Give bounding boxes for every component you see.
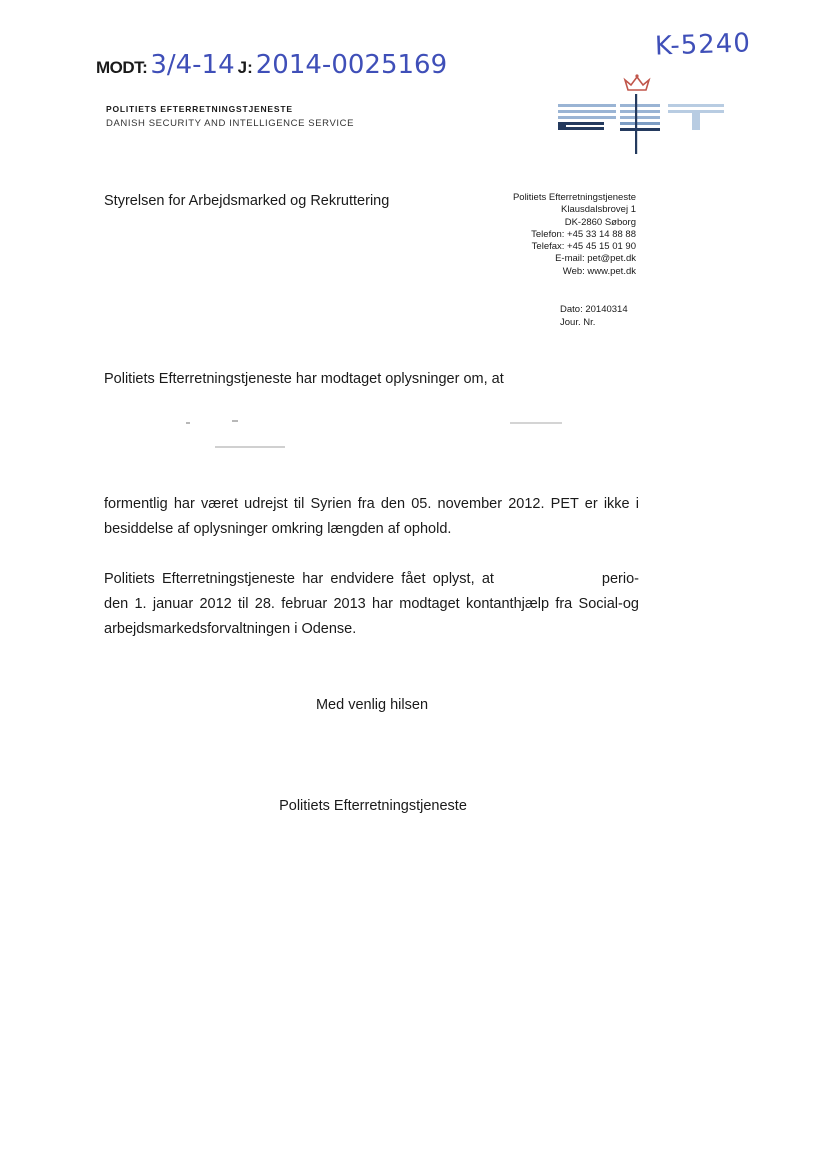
- logo-divider: [635, 94, 637, 154]
- redacted-name-line-1: [186, 422, 190, 424]
- letter-meta: [560, 304, 670, 329]
- letter-date: Dato: 20140314: [560, 304, 628, 315]
- closing-greeting: Med venlig hilsen: [315, 697, 429, 713]
- benefit-text-start: Politiets Efterretningstjeneste har endvidere fået oplyst, at: [104, 571, 494, 587]
- stamp-journal-number: 2014-0025169: [255, 50, 448, 80]
- logo-letter-t: [668, 104, 724, 130]
- sender-phone: Telefon: +45 33 14 88 88: [531, 228, 636, 240]
- benefit-text-end: perio-den 1. januar 2012 til 28. februar 2013 har modtaget kontanthjælp fra Social-og arbejdsmarkedsforvaltningen i Odense.: [104, 571, 639, 637]
- agency-name-danish: POLITIETS EFTERRETNINGSTJENESTE: [106, 104, 293, 114]
- logo-letter-e: [620, 104, 660, 131]
- paragraph-travel: formentlig har været udrejst til Syrien fra den 05. november 2012. PET er ikke i besiddelse af oplysninger omkring længden af ophold.: [104, 496, 639, 537]
- received-stamp: [96, 50, 447, 80]
- stamp-journal-label: J:: [237, 58, 253, 77]
- handwritten-reference: K-5240: [654, 28, 752, 62]
- sender-address-block: [470, 192, 636, 278]
- stamp-modt-label: MODT:: [96, 58, 148, 77]
- logo-letter-p: [558, 104, 616, 130]
- sender-email: E-mail: pet@pet.dk: [555, 253, 636, 265]
- stamp-received-date: 3/4-14: [150, 50, 235, 80]
- sender-city: DK-2860 Søborg: [564, 216, 636, 228]
- sender-fax: Telefax: +45 45 15 01 90: [531, 241, 636, 253]
- letter-journal-number: Jour. Nr.: [560, 316, 596, 328]
- sender-name: Politiets Efterretningstjeneste: [512, 192, 636, 203]
- signature: Politiets Efterretningstjeneste: [279, 798, 467, 814]
- paragraph-intro: Politiets Efterretningstjeneste har modtaget oplysninger om, at: [104, 371, 504, 387]
- sender-web: Web: www.pet.dk: [562, 265, 636, 277]
- crown-icon: [625, 74, 649, 90]
- sender-street: Klausdalsbrovej 1: [561, 204, 636, 216]
- redacted-name-line-1b: [232, 420, 238, 422]
- paragraph-benefit: [104, 567, 639, 642]
- agency-name-english: DANISH SECURITY AND INTELLIGENCE SERVICE: [106, 118, 355, 129]
- redacted-name-line-1c: [510, 422, 562, 424]
- pet-logo: [556, 72, 726, 154]
- recipient-address: Styrelsen for Arbejdsmarked og Rekruttering: [104, 193, 390, 209]
- redacted-name-line-2: [215, 446, 285, 448]
